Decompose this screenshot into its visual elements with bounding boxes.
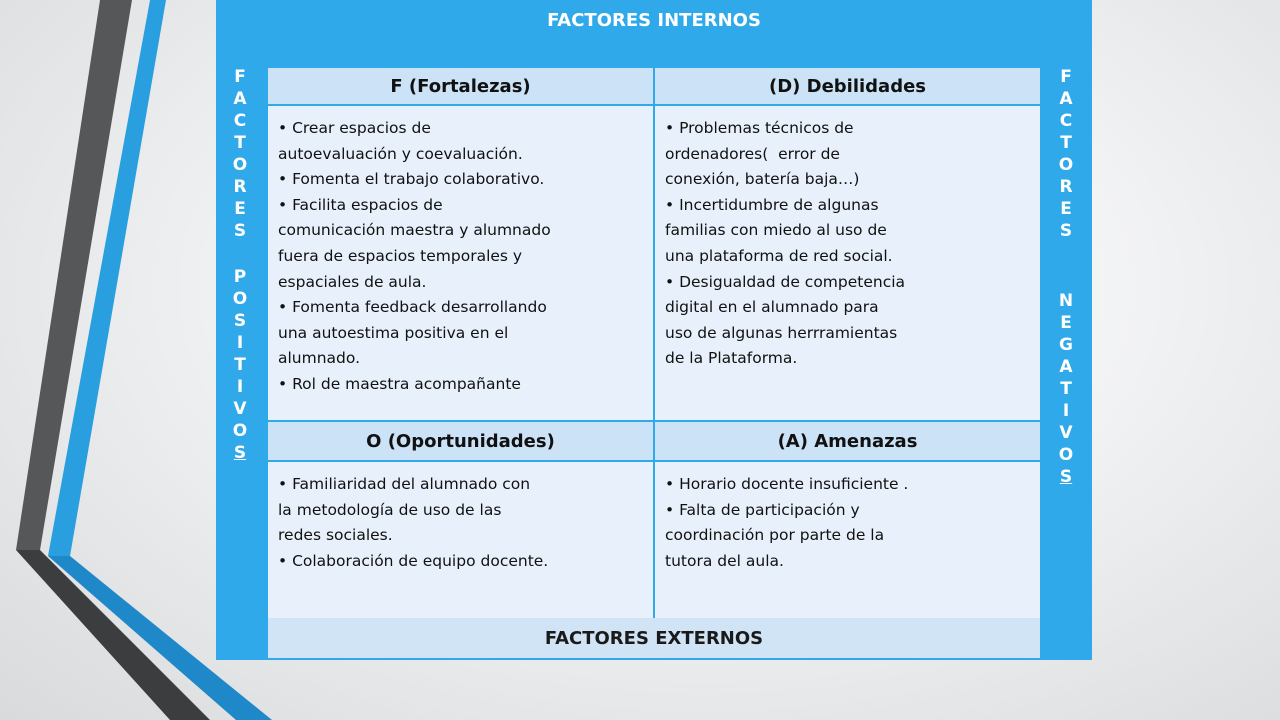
side-letter: S — [1059, 221, 1073, 241]
list-item: digital en el alumnado para — [665, 298, 879, 317]
list-item: • Falta de participación y — [665, 500, 860, 519]
list-item: una plataforma de red social. — [665, 246, 893, 265]
list-item: uso de algunas herrramientas — [665, 323, 898, 342]
weaknesses-title: (D) Debilidades — [768, 75, 927, 97]
positive-factors-label — [216, 0, 264, 656]
list-item: autoevaluación y coevaluación. — [278, 144, 523, 163]
threats-header — [655, 422, 1040, 460]
strengths-cell — [268, 106, 653, 420]
internal-factors-title: FACTORES INTERNOS — [547, 9, 761, 31]
strengths-header — [268, 68, 653, 104]
side-letter: I — [1062, 401, 1070, 421]
list-item: • Facilita espacios de — [278, 195, 443, 214]
side-letter: F — [1060, 67, 1072, 87]
side-letter: S — [233, 443, 247, 463]
side-letter: A — [1059, 357, 1073, 377]
opportunities-header — [268, 422, 653, 460]
external-factors-band — [268, 618, 1040, 658]
list-item: • Rol de maestra acompañante — [278, 374, 521, 393]
list-item: alumnado. — [278, 349, 361, 368]
list-item: redes sociales. — [278, 526, 393, 545]
list-item: • Horario docente insuficiente . — [665, 475, 909, 493]
side-letter: P — [233, 267, 247, 287]
side-letter: A — [1059, 89, 1073, 109]
side-letter: S — [1059, 467, 1073, 487]
list-item: familias con miedo al uso de — [665, 221, 887, 240]
dafo-matrix — [216, 0, 1092, 660]
threats-title: (A) Amenazas — [777, 430, 918, 452]
side-letter: I — [236, 377, 244, 397]
side-letter: E — [1060, 199, 1072, 219]
side-letter: T — [234, 133, 246, 153]
side-letter: F — [234, 67, 246, 87]
list-item: • Colaboración de equipo docente. — [278, 551, 549, 570]
list-item: • Incertidumbre de algunas — [665, 195, 879, 214]
side-letter: T — [1060, 133, 1072, 153]
side-letter: V — [1059, 423, 1073, 443]
opportunities-title: O (Oportunidades) — [366, 430, 555, 452]
list-item: • Fomenta el trabajo colaborativo. — [278, 170, 545, 189]
side-letter: O — [232, 421, 248, 441]
side-letter: R — [1059, 177, 1073, 197]
side-letter: O — [232, 289, 248, 309]
side-letter: I — [236, 333, 244, 353]
list-item: • Fomenta feedback desarrollando — [278, 298, 547, 317]
side-letter: E — [234, 199, 246, 219]
side-letter: C — [233, 111, 247, 131]
side-letter: A — [233, 89, 247, 109]
list-item: la metodología de uso de las — [278, 500, 502, 519]
dafo-grid — [268, 68, 1040, 618]
external-factors-title: FACTORES EXTERNOS — [544, 627, 764, 649]
list-item: una autoestima positiva en el — [278, 323, 509, 342]
list-item: • Crear espacios de — [278, 119, 431, 137]
strengths-title: F (Fortalezas) — [390, 75, 531, 97]
side-letter: O — [1058, 155, 1074, 175]
list-item: tutora del aula. — [665, 551, 784, 570]
list-item: espaciales de aula. — [278, 272, 427, 291]
list-item: • Familiaridad del alumnado con — [278, 475, 531, 493]
side-letter: R — [233, 177, 247, 197]
list-item: fuera de espacios temporales y — [278, 246, 523, 265]
side-letter: S — [233, 221, 247, 241]
weaknesses-cell — [655, 106, 1040, 420]
side-letter: N — [1058, 291, 1074, 311]
side-letter: O — [1058, 445, 1074, 465]
weaknesses-header — [655, 68, 1040, 104]
list-item: conexión, batería baja…) — [665, 170, 860, 189]
list-item: comunicación maestra y alumnado — [278, 221, 551, 240]
side-letter: T — [1060, 379, 1072, 399]
side-letter: T — [234, 355, 246, 375]
list-item: de la Plataforma. — [665, 349, 798, 368]
side-letter: O — [232, 155, 248, 175]
opportunities-cell — [268, 462, 653, 618]
side-letter: V — [233, 399, 247, 419]
side-letter: C — [1059, 111, 1073, 131]
side-letter: S — [233, 311, 247, 331]
negative-factors-label — [1042, 0, 1090, 656]
internal-factors-band — [268, 0, 1040, 66]
side-letter: E — [1060, 313, 1072, 333]
list-item: ordenadores( error de — [665, 144, 840, 163]
list-item: • Desigualdad de competencia — [665, 272, 906, 291]
threats-cell — [655, 462, 1040, 618]
side-letter: G — [1059, 335, 1073, 355]
list-item: coordinación por parte de la — [665, 526, 885, 545]
list-item: • Problemas técnicos de — [665, 119, 854, 137]
